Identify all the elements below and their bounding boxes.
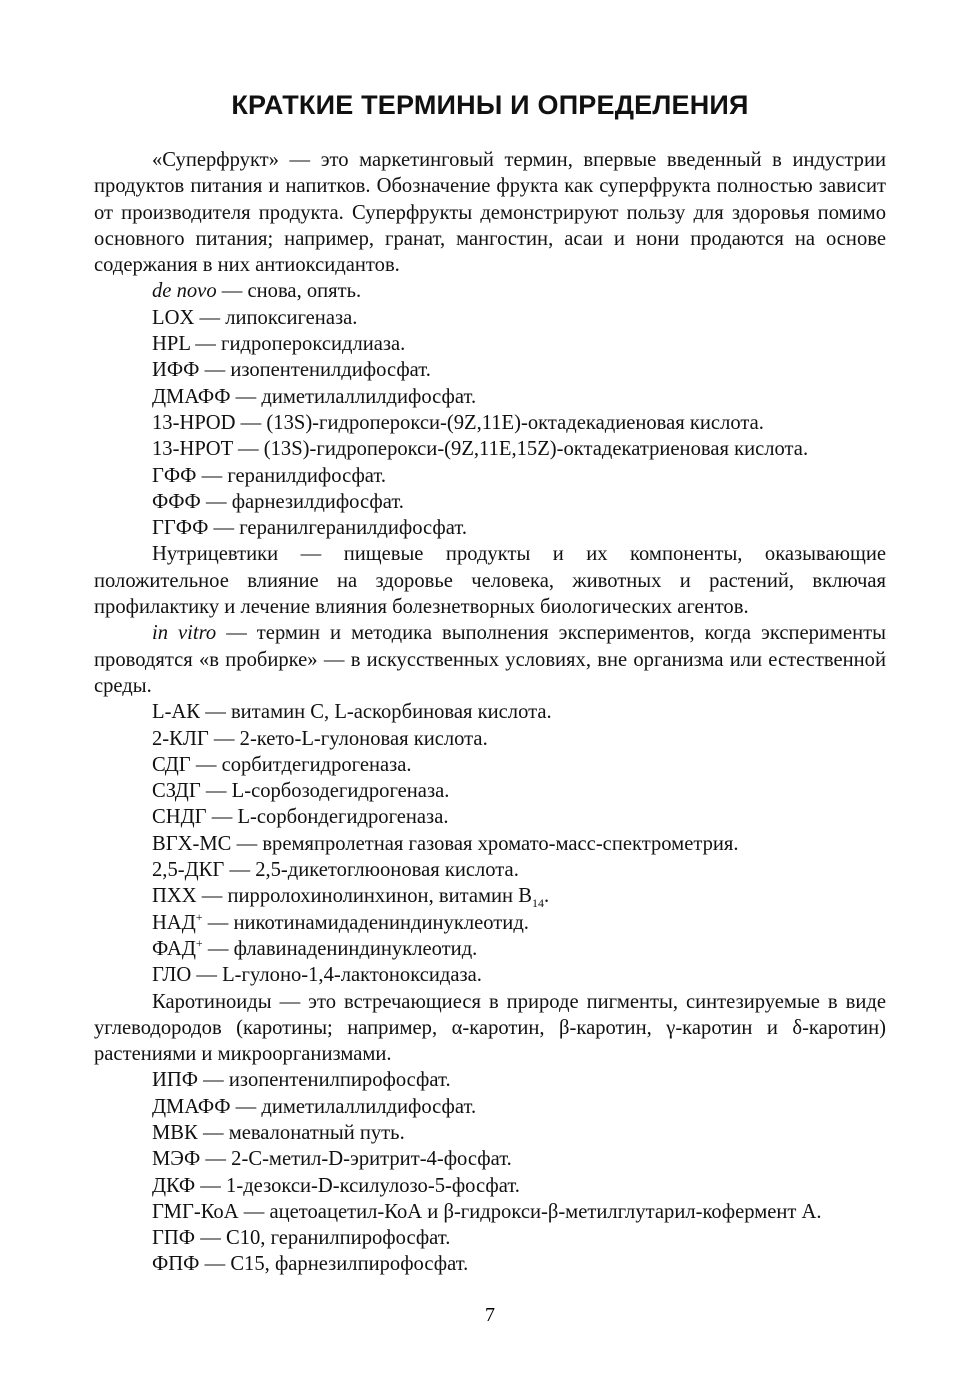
term-def: — снова, опять. bbox=[216, 280, 362, 303]
term-def-end: . bbox=[543, 885, 550, 908]
term-entry bbox=[94, 1094, 886, 1120]
term-key: de novo bbox=[152, 280, 217, 303]
term-def: — геранилдифосфат. bbox=[196, 464, 387, 487]
in-vitro-paragraph bbox=[94, 620, 886, 699]
carotenoids-paragraph bbox=[94, 989, 886, 1068]
term-entry bbox=[94, 910, 886, 936]
term-def: — изопентенилпирофосфат. bbox=[198, 1069, 451, 1092]
term-entry bbox=[94, 1067, 886, 1093]
term-def: — никотинамидадениндинуклеотид. bbox=[202, 911, 529, 934]
term-def: — гидропероксидлиаза. bbox=[190, 333, 406, 356]
term-entry bbox=[94, 778, 886, 804]
term-key: НАД bbox=[152, 911, 196, 934]
term-entry bbox=[94, 1146, 886, 1172]
term-entry bbox=[94, 1120, 886, 1146]
term-entry bbox=[94, 752, 886, 778]
term-entry bbox=[94, 1173, 886, 1199]
superscript: + bbox=[195, 909, 203, 924]
term-key: ГЛО bbox=[152, 964, 192, 987]
term-key: МВК bbox=[152, 1121, 198, 1144]
term-key: ВГХ-МС bbox=[152, 832, 232, 855]
term-def: — изопентенилдифосфат. bbox=[199, 359, 431, 382]
term-key: СНДГ bbox=[152, 806, 207, 829]
term-key: ФФФ bbox=[152, 490, 201, 513]
term-entry bbox=[94, 331, 886, 357]
term-entry bbox=[94, 699, 886, 725]
subscript: 14 bbox=[531, 896, 544, 911]
term-entry bbox=[94, 384, 886, 410]
term-key: ГФФ bbox=[152, 464, 197, 487]
term-key: ФАД bbox=[152, 937, 196, 960]
term-entry bbox=[94, 1225, 886, 1251]
term-key: in vitro bbox=[152, 622, 217, 645]
term-key: HPL bbox=[152, 333, 191, 356]
term-def: — 2-С-метил-D-эритрит-4-фосфат. bbox=[200, 1148, 512, 1171]
term-entry bbox=[94, 962, 886, 988]
page-title: КРАТКИЕ ТЕРМИНЫ И ОПРЕДЕЛЕНИЯ bbox=[231, 90, 749, 120]
term-key: 13-HPOT bbox=[152, 438, 233, 461]
term-key: ДКФ bbox=[152, 1174, 196, 1197]
term-def: — времяпролетная газовая хромато-масс-спектрометрия. bbox=[231, 832, 739, 855]
term-key: ГПФ bbox=[152, 1227, 196, 1250]
term-key: СДГ bbox=[152, 753, 191, 776]
term-def: — геранилгеранилдифосфат. bbox=[208, 517, 467, 540]
term-def: — витамин С, L-аскорбиновая кислота. bbox=[200, 701, 552, 724]
term-key: ДМАФФ bbox=[152, 1095, 231, 1118]
term-def: — пищевые продукты и их компоненты, оказывающие положительное влияние на здоровье человека, животных и растений, включая профилактику и лечение влияния болезнетворных биологических агентов. bbox=[94, 543, 886, 619]
term-def: — (13S)-гидроперокси-(9Z,11E)-октадекадиеновая кислота. bbox=[235, 411, 764, 434]
term-def: — ацетоацетил-КоА и β-гидрокси-β-метилглутарил-кофермент А. bbox=[238, 1200, 822, 1223]
term-key: LOX bbox=[152, 306, 195, 329]
superscript: + bbox=[195, 936, 203, 951]
term-entry bbox=[94, 883, 886, 909]
term-def: — L-сорбондегидрогеназа. bbox=[206, 806, 449, 829]
term-key: ПХХ bbox=[152, 885, 197, 908]
term-def: — L-гулоно-1,4-лактоноксидаза. bbox=[191, 964, 482, 987]
page-number: 7 bbox=[485, 1304, 495, 1326]
term-entry bbox=[94, 305, 886, 331]
term-def: — липоксигеназа. bbox=[194, 306, 358, 329]
term-entry bbox=[94, 726, 886, 752]
term-key: ФПФ bbox=[152, 1253, 200, 1276]
term-key: Каротиноиды bbox=[152, 990, 272, 1013]
term-entry bbox=[94, 357, 886, 383]
term-key: 2,5-ДКГ bbox=[152, 859, 225, 882]
term-key: ИПФ bbox=[152, 1069, 199, 1092]
term-key: ДМАФФ bbox=[152, 385, 231, 408]
term-def: — термин и методика выполнения экспериментов, когда эксперименты проводятся «в пробирке» — в искусственных условиях, вне организма или естественной среды. bbox=[94, 622, 886, 697]
term-entry bbox=[94, 278, 886, 304]
term-def: — (13S)-гидроперокси-(9Z,11E,15Z)-октадекатриеновая кислота. bbox=[232, 438, 809, 461]
term-key: ГГФФ bbox=[152, 517, 209, 540]
term-key: 2-КЛГ bbox=[152, 727, 209, 750]
term-def: — пирролохинолинхинон, витамин В bbox=[196, 885, 532, 908]
term-key: L-АК bbox=[152, 701, 201, 724]
term-def: — L-сорбозодегидрогеназа. bbox=[200, 780, 450, 803]
term-def: — мевалонатный путь. bbox=[197, 1121, 405, 1144]
term-key: СЗДГ bbox=[152, 780, 201, 803]
term-entry bbox=[94, 515, 886, 541]
page-content bbox=[94, 88, 886, 1278]
term-entry bbox=[94, 936, 886, 962]
term-entry bbox=[94, 489, 886, 515]
term-def: — С15, фарнезилпирофосфат. bbox=[199, 1253, 469, 1276]
term-entry bbox=[94, 831, 886, 857]
term-entry bbox=[94, 1251, 886, 1277]
intro-paragraph: «Суперфрукт» — это маркетинговый термин, впервые введенный в индустрии продуктов питания и напитков. Обозначение фрукта как суперфрукта полностью зависит от производителя продукта. Суперфрукты демонстрируют пользу для здоровья помимо основного питания; например, гранат, мангостин, асаи и нони продаются на основе содержания в них антиоксидантов. bbox=[94, 149, 886, 277]
nutraceuticals-paragraph bbox=[94, 541, 886, 620]
term-key: МЭФ bbox=[152, 1148, 201, 1171]
term-key: 13-HPOD bbox=[152, 411, 236, 434]
term-def: — фарнезилдифосфат. bbox=[200, 490, 404, 513]
term-def: — сорбитдегидрогеназа. bbox=[190, 753, 412, 776]
term-entry bbox=[94, 1199, 886, 1225]
term-def: — 2-кето-L-гулоновая кислота. bbox=[208, 727, 488, 750]
term-entry bbox=[94, 436, 886, 462]
term-def: — С10, геранилпирофосфат. bbox=[195, 1227, 451, 1250]
term-key: ИФФ bbox=[152, 359, 200, 382]
term-key: Нутрицевтики bbox=[152, 543, 279, 566]
term-def: — диметилаллилдифосфат. bbox=[230, 1095, 477, 1118]
term-entry bbox=[94, 804, 886, 830]
term-def: — 2,5-дикетоглюоновая кислота. bbox=[224, 859, 519, 882]
term-key: ГМГ-КоА bbox=[152, 1200, 239, 1223]
term-def: — флавинадениндинуклеотид. bbox=[202, 937, 478, 960]
term-entry bbox=[94, 857, 886, 883]
term-def: — это встречающиеся в природе пигменты, синтезируемые в виде углеводородов (каротины; например, α-каротин, β-каротин, γ-каротин и δ-каротин) растениями и микроорганизмами. bbox=[94, 990, 886, 1066]
term-def: — диметилаллилдифосфат. bbox=[230, 385, 477, 408]
term-entry bbox=[94, 463, 886, 489]
term-def: — 1-дезокси-D-ксилулозо-5-фосфат. bbox=[195, 1174, 520, 1197]
term-entry bbox=[94, 410, 886, 436]
